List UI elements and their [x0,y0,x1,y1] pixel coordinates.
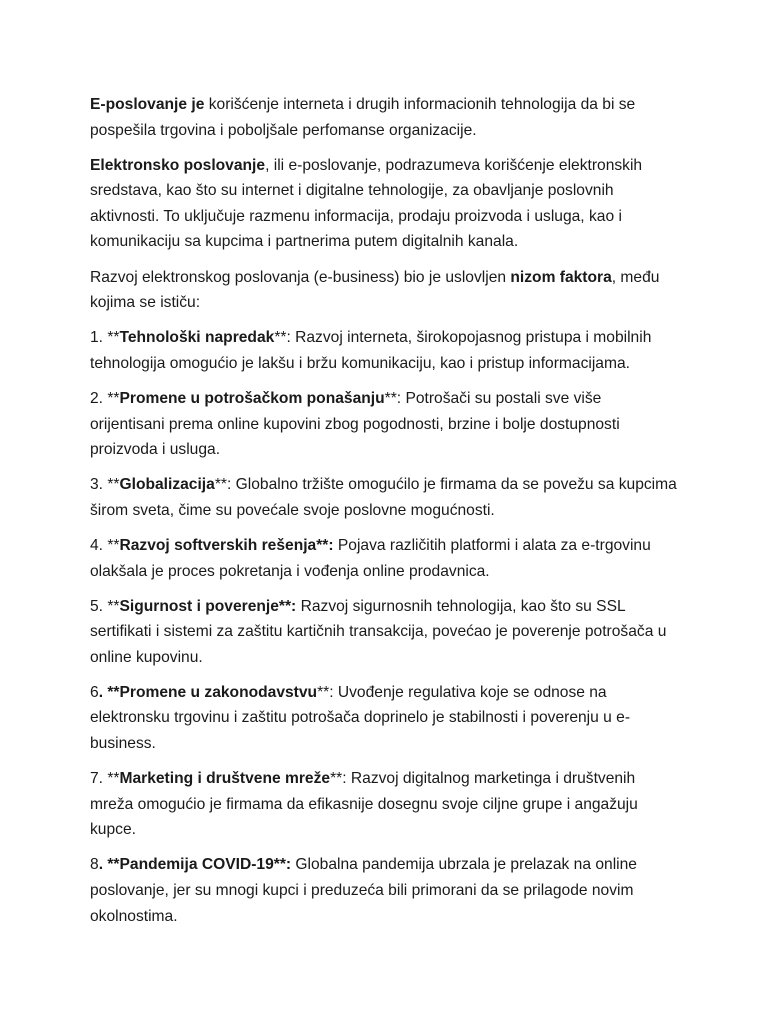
factor-text: Razvoj sigurnosnih tehnologija, kao što su SSL sertifikati i sistemi za zaštitu kartičnih transakcija, povećao je poverenje potrošača u online kupovinu. [90,597,667,666]
factor-number: 6 [90,683,99,701]
intro-paragraph-3-after: , među kojima se ističu: [90,268,660,312]
factor-title: Promene u potrošačkom ponašanju [119,389,385,407]
factor-item-8 [90,852,680,929]
factor-number: 1. ** [90,329,120,347]
intro-paragraph-2 [90,153,680,255]
term-nizom-faktora: nizom faktora [510,268,612,286]
factor-text: Pojava različitih platformi i alata za e-trgovinu olakšala je proces pokretanja i vođenja online prodavnica. [90,536,651,580]
factor-title: Marketing i društvene mreže [119,770,331,788]
term-elektronsko-poslovanje: Elektronsko poslovanje [90,156,266,174]
intro-paragraph-2-text: , ili e-poslovanje, podrazumeva korišćenje elektronskih sredstava, kao što su internet i digitalne tehnologije, za obavljanje poslovnih aktivnosti. To uključuje razmenu informacija, prodaju proizvoda i usluga, kao i komunikaciju sa kupcima i partnerima putem digitalnih kanala. [90,156,643,251]
factor-number: 7. ** [90,770,120,788]
factor-text: **: Potrošači su postali sve više orijentisani prema online kupovini zbog pogodnosti, brzine i bolje dostupnosti proizvoda i usluga. [90,389,620,459]
factor-number: 8 [90,856,99,874]
factor-title: Razvoj softverskih rešenja**: [119,536,334,554]
intro-paragraph-1 [90,92,680,143]
factor-item-7 [90,766,680,843]
factor-text: **: Razvoj interneta, širokopojasnog pristupa i mobilnih tehnologija omogućio je lakšu i bržu komunikaciju, kao i pristup informacijama. [90,329,652,372]
factor-text: **: Globalno tržište omogućilo je firmama da se povežu sa kupcima širom sveta, čime su povećale svoje poslovne mogućnosti. [90,476,677,519]
factor-title: Sigurnost i poverenje**: [119,597,297,615]
factor-item-6 [90,680,680,757]
factor-title: . **Promene u zakonodavstvu [98,683,318,701]
factor-item-3 [90,472,680,523]
intro-paragraph-3-before: Razvoj elektronskog poslovanja (e-business) bio je uslovljen [90,268,511,286]
factor-title: Tehnološki napredak [119,329,275,347]
factor-text: Globalna pandemija ubrzala je prelazak na online poslovanje, jer su mnogi kupci i preduzeća bili primorani da se prilagode novim okolnostima. [90,856,637,925]
factor-title: Globalizacija [119,476,215,494]
factor-number: 4. ** [90,536,120,554]
factor-text: **: Razvoj digitalnog marketinga i društvenih mreža omogućio je firmama da efikasnije dosegnu svoje ciljne grupe i angažuju kupce. [90,770,638,839]
factor-text: **: Uvođenje regulativa koje se odnose na elektronsku trgovinu i zaštitu potrošača doprinelo je stabilnosti i poverenju u e-business. [90,683,631,753]
factor-item-4 [90,533,680,584]
term-e-poslovanje: E-poslovanje je [90,96,205,113]
factor-item-2 [90,386,680,463]
intro-paragraph-3 [90,265,680,316]
factor-number: 5. ** [90,597,120,615]
factor-item-5 [90,594,680,671]
factor-number: 3. ** [90,476,120,494]
intro-paragraph-1-text: korišćenje interneta i drugih informacionih tehnologija da bi se pospešila trgovina i poboljšale perfomanse organizacije. [90,96,636,139]
factor-item-1 [90,325,680,376]
factor-title: . **Pandemija COVID-19**: [98,856,292,874]
factor-number: 2. ** [90,389,120,407]
